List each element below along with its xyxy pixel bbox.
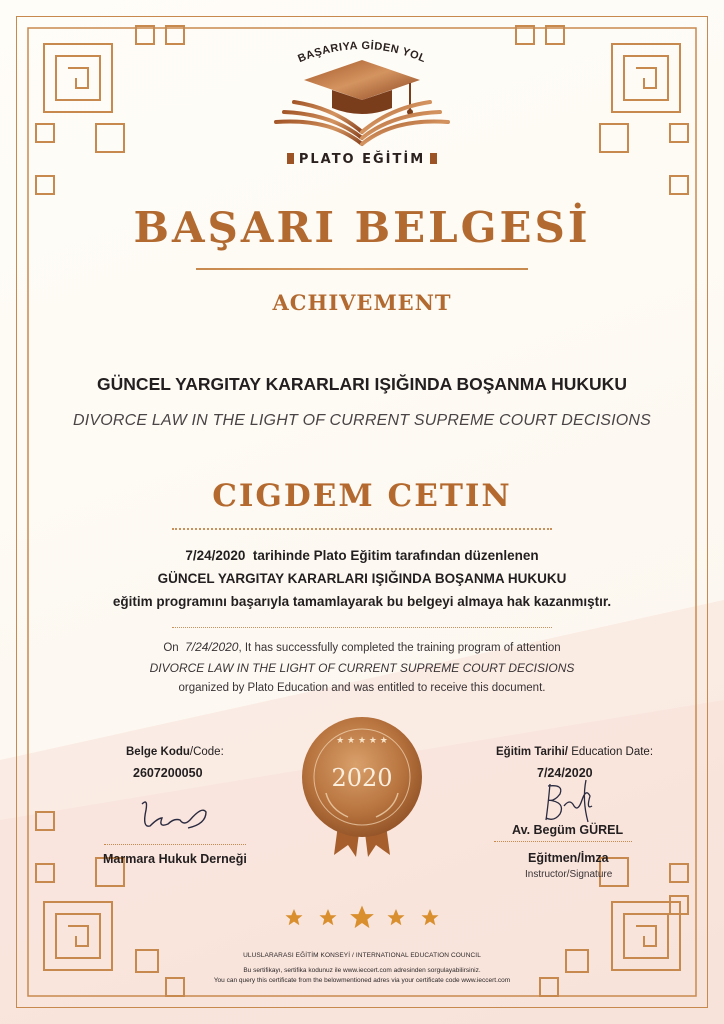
left-signature-line — [104, 844, 246, 845]
code-label-tr: Belge Kodu — [126, 746, 190, 758]
footer-query-en: You can query this certificate from the belowmentioned adres via your certificate code www.ieccert.com — [213, 977, 511, 984]
year-seal-icon — [290, 713, 434, 857]
instructor-name: Av. Begüm GÜREL — [512, 823, 624, 837]
instructor-role-en: Instructor/Signature — [525, 869, 613, 880]
statement-tr-line1-text: tarihinde Plato Eğitim tarafından düzenlenen — [252, 548, 539, 563]
svg-text:★ ★ ★ ★ ★: ★ ★ ★ ★ ★ — [336, 736, 388, 746]
graduation-cap-book-logo-icon — [270, 58, 454, 150]
name-dotted-divider — [172, 528, 552, 530]
code-label-en: /Code: — [189, 746, 224, 758]
corner-ornament-top-right — [516, 26, 688, 194]
certificate-subtitle: ACHIVEMENT — [272, 290, 452, 315]
brand-tagline: BAŞARIYA GİDEN YOL — [296, 39, 428, 66]
statement-dotted-divider — [172, 627, 552, 628]
brand-name — [0, 152, 724, 167]
corner-ornament-top-left — [36, 26, 184, 194]
code-value: 2607200050 — [133, 766, 203, 780]
seal-year: 2020 — [331, 764, 393, 792]
star-icon — [350, 906, 374, 929]
star-icon — [285, 909, 302, 925]
star-icon — [387, 909, 404, 925]
course-title-turkish: GÜNCEL YARGITAY KARARLARI IŞIĞINDA BOŞANMA HUKUKU — [97, 374, 627, 394]
organization-name: Marmara Hukuk Derneği — [103, 852, 247, 866]
education-date-label-en: Education Date: — [568, 746, 654, 758]
code-label — [126, 746, 224, 758]
footer-query-tr: Bu sertifikayı, sertifika kodunuz ile www.ieccert.com adresinden sorgulayabilirsiniz. — [243, 967, 481, 974]
instructor-role-tr: Eğitmen/İmza — [528, 851, 609, 865]
right-signature-line — [494, 841, 632, 842]
star-icon — [319, 909, 336, 925]
instructor-signature-icon — [530, 776, 610, 830]
education-date-label — [496, 746, 653, 758]
statement-en-on: On — [163, 642, 179, 654]
course-title-english: DIVORCE LAW IN THE LIGHT OF CURRENT SUPREME COURT DECISIONS — [72, 412, 652, 429]
statement-tr-line1 — [0, 548, 724, 563]
certificate-title: BAŞARI BELGESİ — [133, 203, 591, 252]
star-icon — [421, 909, 438, 925]
statement-en-date: 7/24/2020 — [185, 640, 239, 654]
education-date-label-tr: Eğitim Tarihi/ — [496, 746, 568, 758]
recipient-name: CIGDEM CETIN — [212, 478, 512, 514]
statement-tr-date: 7/24/2020 — [185, 548, 246, 563]
left-signature-icon — [128, 788, 214, 840]
statement-en-line3: organized by Plato Education and was entitled to receive this document. — [178, 682, 546, 694]
statement-en-line2: DIVORCE LAW IN THE LIGHT OF CURRENT SUPREME COURT DECISIONS — [149, 661, 575, 675]
statement-tr-line2: GÜNCEL YARGITAY KARARLARI IŞIĞINDA BOŞANMA HUKUKU — [157, 571, 567, 586]
brand-mark-right-icon — [430, 153, 437, 164]
brand-name-text: PLATO EĞİTİM — [298, 152, 426, 167]
rating-stars — [280, 900, 444, 936]
brand-mark-left-icon — [287, 153, 294, 164]
footer-council: ULUSLARARASI EĞİTİM KONSEYİ / INTERNATIONAL EDUCATION COUNCIL — [243, 952, 481, 959]
statement-tr-line3: eğitim programını başarıyla tamamlayarak bu belgeyi almaya hak kazanmıştır. — [112, 594, 612, 609]
statement-en-line1-text: , It has successfully completed the training program of attention — [238, 642, 561, 654]
statement-en-line1 — [0, 640, 724, 654]
title-divider — [196, 268, 528, 270]
education-date-value: 7/24/2020 — [537, 766, 593, 780]
